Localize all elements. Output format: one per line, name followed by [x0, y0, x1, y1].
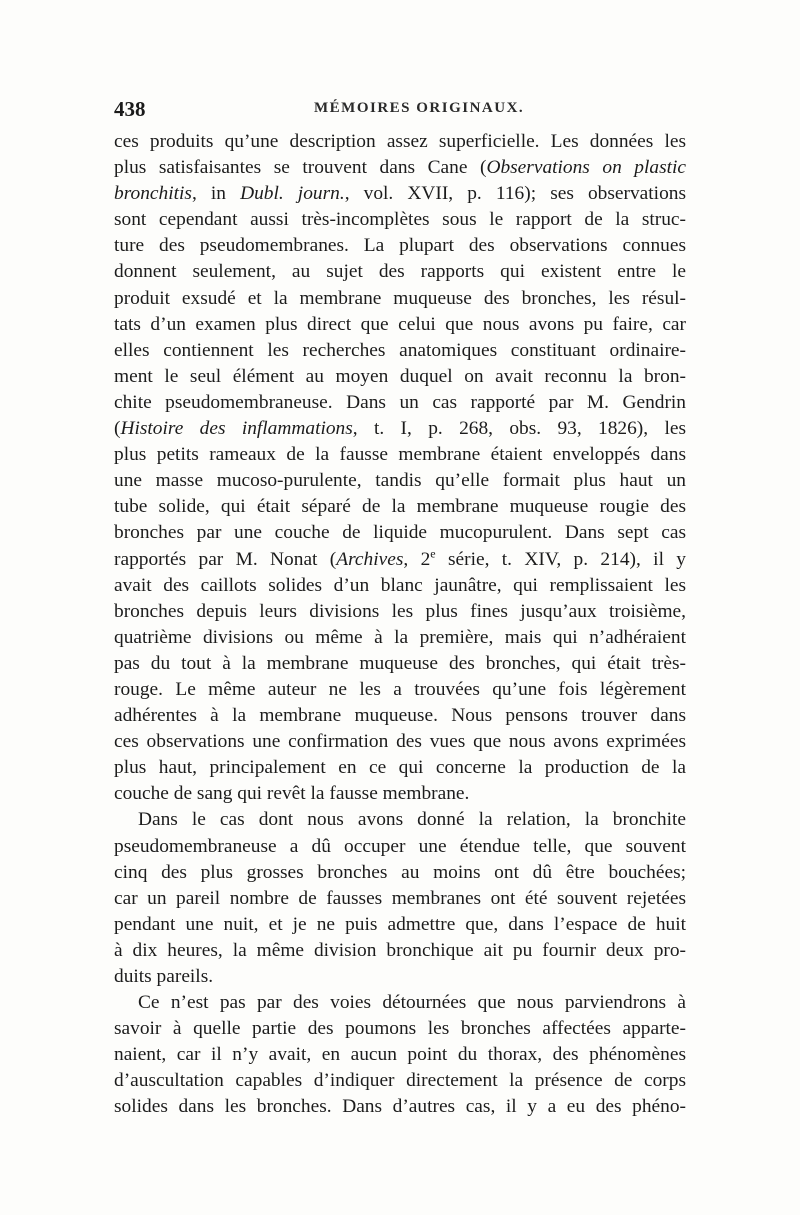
text-line	[114, 781, 686, 807]
body-text	[114, 129, 686, 1121]
text-line	[114, 755, 686, 781]
text-run: pseudomembraneuse a dû occuper une étendue telle, que souvent	[114, 835, 686, 857]
text-line	[114, 860, 686, 886]
text-line	[114, 625, 686, 651]
text-line	[114, 834, 686, 860]
text-line	[114, 990, 686, 1016]
text-run: duits pareils.	[114, 966, 214, 987]
text-run: pas du tout à la membrane muqueuse des bronches, qui était très-	[114, 652, 686, 674]
text-line	[114, 312, 686, 338]
text-run: plus petits rameaux de la fausse membrane étaient enveloppés dans	[114, 444, 686, 466]
text-line	[114, 1094, 686, 1120]
text-run: , 2	[403, 548, 431, 570]
text-run: bronches depuis leurs divisions les plus fines jusqu’aux troisième,	[114, 600, 686, 622]
text-line	[114, 338, 686, 364]
text-run: ces observations une confirmation des vues que nous avons exprimées	[114, 731, 686, 753]
text-line	[114, 547, 686, 573]
italic-text: Histoire des inflammations	[120, 418, 353, 440]
text-run: tats d’un examen plus direct que celui que nous avons pu faire, car	[114, 313, 686, 335]
text-line	[114, 207, 686, 233]
text-run: une masse mucoso-purulente, tandis qu’elle formait plus haut un	[114, 470, 686, 492]
text-run: ment le seul élément au moyen duquel on avait reconnu la bron-	[114, 365, 686, 387]
text-line	[114, 677, 686, 703]
text-run: rapportés par M. Nonat (	[114, 548, 337, 570]
text-run: à dix heures, la même division bronchique ait pu fournir deux pro-	[114, 939, 686, 961]
running-title: MÉMOIRES ORIGINAUX.	[314, 100, 525, 116]
text-run: ture des pseudomembranes. La plupart des observations connues	[114, 235, 686, 257]
text-line	[114, 651, 686, 677]
text-run: elles contiennent les recherches anatomiques constituant ordinaire-	[114, 339, 686, 361]
text-line	[114, 129, 686, 155]
italic-text: bronchitis	[114, 183, 192, 205]
text-run: cinq des plus grosses bronches au moins ont dû être bouchées;	[114, 861, 686, 883]
text-run: (	[114, 418, 121, 440]
text-run: ces produits qu’une description assez superficielle. Les données les	[114, 131, 686, 152]
text-run: produit exsudé et la membrane muqueuse des bronches, les résul-	[114, 287, 686, 309]
text-run: rouge. Le même auteur ne les a trouvées qu’une fois légèrement	[114, 678, 686, 700]
text-run: bronches par une couche de liquide mucopurulent. Dans sept cas	[114, 522, 686, 544]
text-line	[114, 416, 686, 442]
italic-text: Observations on plastic	[486, 157, 687, 179]
text-line	[114, 520, 686, 546]
text-line	[114, 573, 686, 599]
text-line	[114, 729, 686, 755]
text-line	[114, 938, 686, 964]
text-line	[114, 181, 686, 207]
text-run: chite pseudomembraneuse. Dans un cas rapporté par M. Gendrin	[114, 391, 686, 413]
superscript-text: e	[430, 546, 436, 561]
text-run: , t. I, p. 268, obs. 93, 1826), les	[352, 418, 686, 440]
italic-text: Archives	[336, 548, 404, 570]
text-line	[114, 964, 686, 990]
text-line	[114, 286, 686, 312]
text-run: pendant une nuit, et je ne puis admettre que, dans l’espace de huit	[114, 913, 686, 935]
text-line	[114, 494, 686, 520]
text-run: Ce n’est pas par des voies détournées que nous parviendrons à	[138, 992, 686, 1014]
text-line	[114, 1068, 686, 1094]
text-run: Dans le cas dont nous avons donné la relation, la bronchite	[138, 809, 686, 831]
text-line	[114, 1042, 686, 1068]
text-line	[114, 1016, 686, 1042]
text-run: car un pareil nombre de fausses membranes ont été souvent rejetées	[114, 887, 686, 909]
text-line	[114, 703, 686, 729]
text-run: adhérentes à la membrane muqueuse. Nous pensons trouver dans	[114, 705, 686, 727]
text-line	[114, 912, 686, 938]
text-line	[114, 442, 686, 468]
text-run: , vol. XVII, p. 116); ses observations	[344, 183, 687, 205]
text-run: plus satisfaisantes se trouvent dans Cane (	[114, 157, 487, 179]
text-line	[114, 599, 686, 625]
text-run: tube solide, qui était séparé de la membrane muqueuse rougie des	[114, 496, 686, 518]
page-header	[114, 97, 686, 123]
text-line	[114, 155, 686, 181]
text-run: plus haut, principalement en ce qui concerne la production de la	[114, 757, 686, 779]
text-run: d’auscultation capables d’indiquer directement la présence de corps	[114, 1070, 686, 1092]
text-run: sont cependant aussi très-incomplètes sous le rapport de la struc-	[114, 209, 686, 231]
text-run: solides dans les bronches. Dans d’autres cas, il y a eu des phéno-	[114, 1096, 686, 1118]
text-line	[114, 468, 686, 494]
text-line	[114, 390, 686, 416]
text-run: donnent seulement, au sujet des rapports qui existent entre le	[114, 261, 686, 283]
text-run: , in	[191, 183, 241, 205]
text-line	[114, 259, 686, 285]
text-line	[114, 886, 686, 912]
text-run: savoir à quelle partie des poumons les bronches affectées apparte-	[114, 1018, 686, 1040]
text-run: naient, car il n’y avait, en aucun point du thorax, des phénomènes	[114, 1044, 686, 1066]
text-run: quatrième divisions ou même à la première, mais qui n’adhéraient	[114, 626, 686, 648]
text-line	[114, 233, 686, 259]
text-run: couche de sang qui revêt la fausse membrane.	[114, 783, 470, 805]
text-run: série, t. XIV, p. 214), il y	[435, 548, 687, 570]
italic-text: Dubl. journ.	[240, 183, 345, 205]
page-number: 438	[114, 97, 146, 121]
text-line	[114, 807, 686, 833]
text-run: avait des caillots solides d’un blanc jaunâtre, qui remplissaient les	[114, 574, 686, 596]
text-line	[114, 364, 686, 390]
